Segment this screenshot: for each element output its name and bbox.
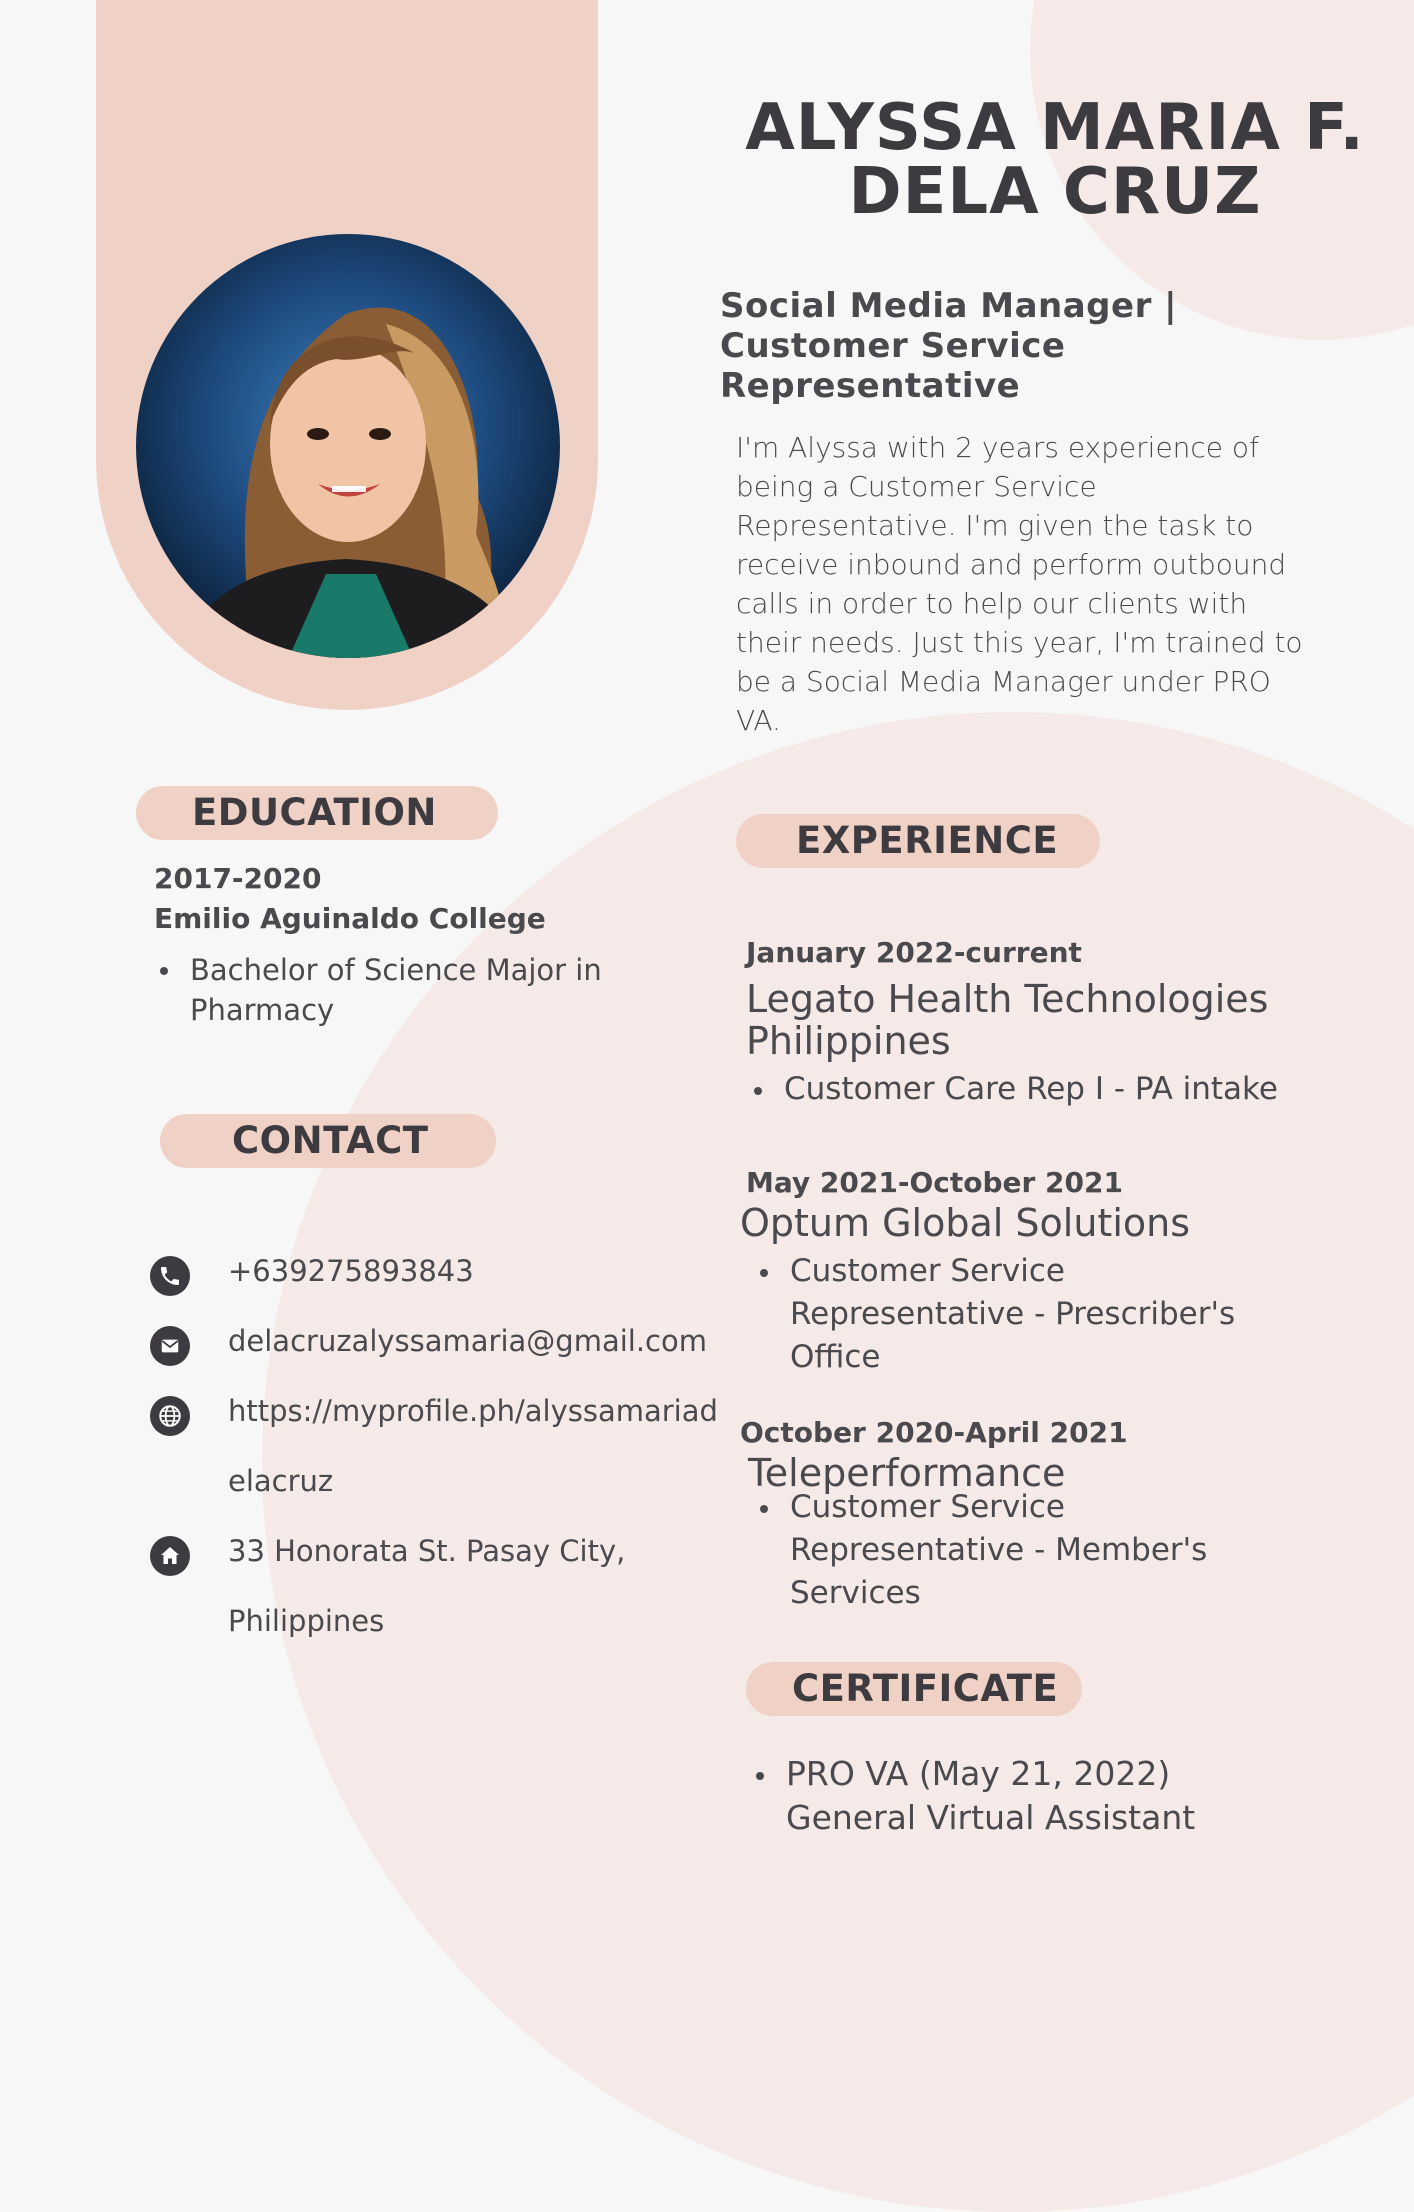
address-text: 33 Honorata St. Pasay City, Philippines [228,1534,626,1638]
job-3-date: October 2020-April 2021 [740,1416,1128,1449]
job-2-role: Customer Service Representative - Prescriber's Office [754,1250,1274,1379]
contact-address [150,1530,648,1656]
contact-email [150,1320,748,1376]
education-details [154,950,624,1030]
job-2-date: May 2021-October 2021 [746,1166,1123,1199]
education-degree: Bachelor of Science Major in Pharmacy [154,950,624,1030]
name-line-2: DELA CRUZ [848,155,1262,229]
job-1-role: Customer Care Rep I - PA intake [748,1068,1308,1111]
job-3-details [754,1486,1274,1615]
email-link[interactable]: delacruzalyssamaria@gmail.com [228,1324,707,1358]
certificate-item [750,1752,1270,1840]
phone-icon [150,1256,190,1296]
certificate-heading [746,1662,1082,1716]
profile-summary: I'm Alyssa with 2 years experience of being a Customer Service Representative. I'm given the task to receive inbound and perform outbound calls in order to help our clients with their needs. Just this year, I'm trained to be a Social Media Manager under PRO VA. [736,431,1303,737]
profile-photo [136,234,560,658]
education-period: 2017-2020 [154,862,322,895]
globe-icon [150,1396,190,1436]
job-2-company: Optum Global Solutions [740,1201,1191,1245]
contact-heading [160,1114,496,1168]
job-1-company: Legato Health Technologies Philippines [746,977,1269,1063]
name-line-1: ALYSSA MARIA F. [745,91,1365,165]
website-link[interactable]: https://myprofile.ph/alyssamariadelacruz [228,1394,718,1498]
experience-heading [736,814,1100,868]
home-icon [150,1536,190,1576]
contact-heading-label: CONTACT [232,1119,429,1162]
phone-number: +639275893843 [228,1254,474,1288]
job-3-company: Teleperformance [748,1451,1066,1495]
experience-heading-label: EXPERIENCE [796,819,1059,862]
education-school: Emilio Aguinaldo College [154,902,546,935]
certificate-list [750,1752,1270,1840]
contact-phone [150,1250,748,1306]
education-heading-label: EDUCATION [192,791,437,834]
job-1-date: January 2022-current [746,936,1082,969]
certificate-title: General Virtual Assistant [786,1798,1196,1837]
job-2-details [754,1250,1274,1379]
person-name [680,91,1414,229]
job-1-details [748,1068,1308,1111]
certificate-heading-label: CERTIFICATE [792,1667,1059,1710]
mail-icon [150,1326,190,1366]
job-3-role: Customer Service Representative - Member's Services [754,1486,1274,1615]
contact-website [150,1390,728,1516]
education-heading [136,786,498,840]
job-title: Social Media Manager | Customer Service Representative [720,286,1178,406]
certificate-name: PRO VA (May 21, 2022) [786,1754,1171,1793]
